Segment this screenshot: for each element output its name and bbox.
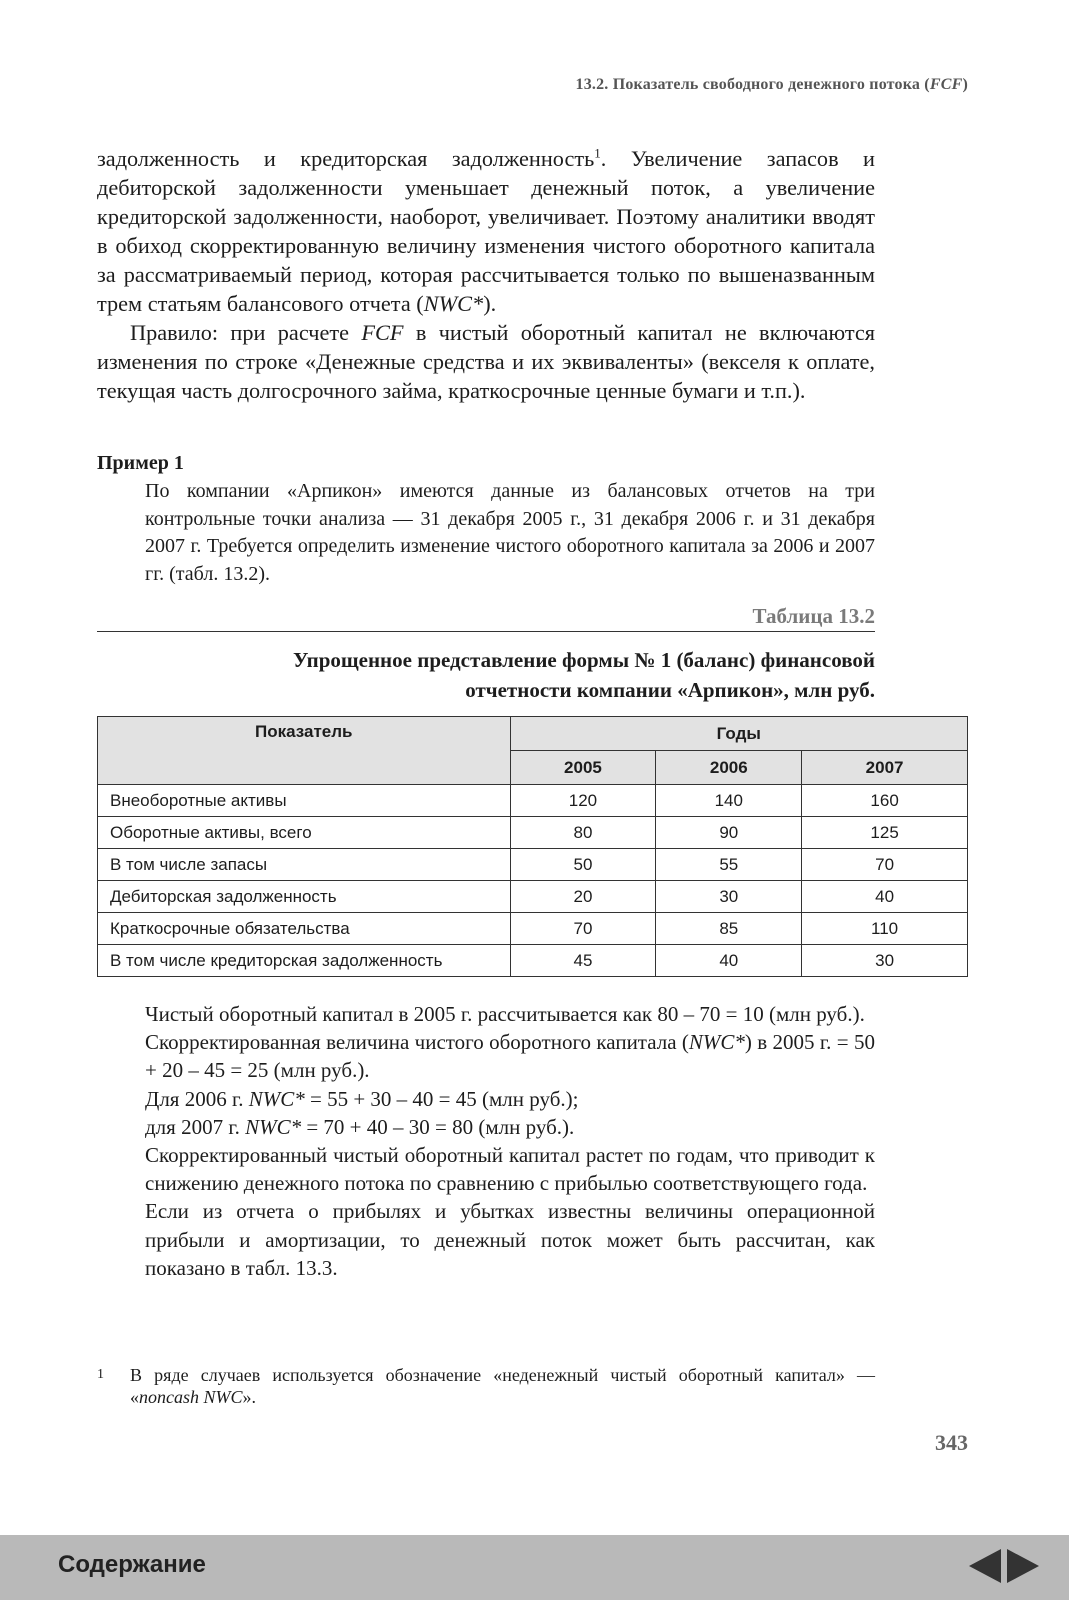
paragraph-1-part-3: ). bbox=[483, 291, 497, 316]
footnote-number: 1 bbox=[97, 1367, 104, 1382]
next-arrow-icon[interactable] bbox=[1007, 1549, 1039, 1583]
table-row bbox=[98, 849, 968, 881]
cell-value: 20 bbox=[510, 881, 656, 913]
calc-line-4-abbr: NWC* bbox=[245, 1114, 302, 1139]
paragraph-1-part-1: задолженность и кредиторская задолженность bbox=[97, 146, 595, 171]
table-header-row bbox=[98, 717, 968, 751]
calc-line-3-b: = 55 + 30 – 40 = 45 (млн руб.); bbox=[304, 1086, 579, 1111]
calc-line-5: Скорректированный чистый оборотный капитал растет по годам, что приводит к снижению денежного потока по сравнению с прибылью соответствующего года. bbox=[145, 1143, 875, 1196]
running-header-end: ) bbox=[962, 76, 968, 93]
paragraph-2-part-1: Правило: при расчете bbox=[130, 320, 362, 345]
cell-value: 160 bbox=[802, 785, 968, 817]
running-header-text: 13.2. Показатель свободного денежного потока ( bbox=[575, 76, 930, 93]
row-label: Дебиторская задолженность bbox=[98, 881, 511, 913]
row-label: В том числе кредиторская задолженность bbox=[98, 945, 511, 977]
calc-line-4-a: для 2007 г. bbox=[145, 1114, 246, 1139]
calc-line-2 bbox=[145, 1028, 875, 1084]
paragraph-1-part-2: . Увеличение запасов и дебиторской задолженности уменьшает денежный поток, а увеличение кредиторской задолженности, наоборот, увеличивает. Поэтому аналитики вводят в обиход скорректированную величину изменения чистого оборотного капитала за рассматриваемый период, которая рассчитывается только по вышеназванным трем статьям балансового отчета ( bbox=[97, 146, 875, 316]
cell-value: 85 bbox=[656, 913, 802, 945]
table-row bbox=[98, 817, 968, 849]
header-years: Годы bbox=[510, 717, 967, 751]
calc-line-3-abbr: NWC* bbox=[248, 1086, 305, 1111]
footnote bbox=[97, 1364, 875, 1408]
table-caption-line-1: Упрощенное представление формы № 1 (баланс) финансовой bbox=[292, 648, 875, 672]
cell-value: 40 bbox=[802, 881, 968, 913]
header-year: 2005 bbox=[510, 751, 656, 785]
header-year: 2007 bbox=[802, 751, 968, 785]
footnote-text-italic: noncash NWC bbox=[139, 1387, 243, 1407]
page-navigation bbox=[969, 1549, 1039, 1583]
cell-value: 70 bbox=[510, 913, 656, 945]
cell-value: 50 bbox=[510, 849, 656, 881]
footnote-text bbox=[130, 1364, 875, 1408]
paragraph-1-abbr: NWC* bbox=[423, 291, 484, 316]
table-row bbox=[98, 913, 968, 945]
footnote-text-b: ». bbox=[242, 1387, 256, 1407]
cell-value: 120 bbox=[510, 785, 656, 817]
table-label: Таблица 13.2 bbox=[752, 604, 875, 628]
footnote-reference[interactable]: 1 bbox=[594, 145, 601, 161]
calc-line-3-a: Для 2006 г. bbox=[145, 1086, 249, 1111]
cell-value: 45 bbox=[510, 945, 656, 977]
table-caption bbox=[97, 645, 875, 705]
contents-link[interactable]: Содержание bbox=[58, 1551, 206, 1578]
page-number: 343 bbox=[935, 1430, 968, 1455]
calc-line-6: Если из отчета о прибылях и убытках известны величины операционной прибыли и амортизации, то денежный поток может быть рассчитан, как показано в табл. 13.3. bbox=[145, 1199, 875, 1280]
cell-value: 70 bbox=[802, 849, 968, 881]
calc-line-2-b: ) в 2005 г. = 50 + 20 – 45 = 25 (млн руб.). bbox=[145, 1030, 875, 1083]
cell-value: 140 bbox=[656, 785, 802, 817]
example-title: Пример 1 bbox=[97, 452, 184, 474]
cell-value: 90 bbox=[656, 817, 802, 849]
header-year: 2006 bbox=[656, 751, 802, 785]
row-label: Внеоборотные активы bbox=[98, 785, 511, 817]
paragraph-2-part-2: в чистый оборотный капитал не включаются изменения по строке «Денежные средства и их эквиваленты» (векселя к оплате, текущая часть долгосрочного займа, краткосрочные ценные бумаги и т.п.). bbox=[97, 320, 875, 403]
table-row bbox=[98, 785, 968, 817]
cell-value: 30 bbox=[656, 881, 802, 913]
table-row bbox=[98, 881, 968, 913]
cell-value: 30 bbox=[802, 945, 968, 977]
table-label-rule bbox=[97, 604, 875, 632]
example-text: По компании «Арпикон» имеются данные из балансовых отчетов на три контрольные точки анализа — 31 декабря 2005 г., 31 декабря 2006 г. и 31 декабря 2007 г. Требуется определить изменение чистого оборотного капитала за 2006 и 2007 гг. (табл. 13.2). bbox=[145, 480, 875, 585]
paragraph-1 bbox=[97, 144, 875, 318]
running-header bbox=[576, 76, 969, 94]
table-row bbox=[98, 945, 968, 977]
calculation-text bbox=[145, 1000, 875, 1282]
prev-arrow-icon[interactable] bbox=[969, 1549, 1001, 1583]
cell-value: 80 bbox=[510, 817, 656, 849]
row-label: Краткосрочные обязательства bbox=[98, 913, 511, 945]
cell-value: 40 bbox=[656, 945, 802, 977]
calc-line-2-a: Скорректированная величина чистого оборотного капитала ( bbox=[145, 1030, 689, 1055]
main-text bbox=[97, 144, 875, 405]
cell-value: 55 bbox=[656, 849, 802, 881]
paragraph-2 bbox=[97, 318, 875, 405]
calc-line-3 bbox=[145, 1085, 875, 1113]
paragraph-2-abbr: FCF bbox=[361, 320, 404, 345]
row-label: Оборотные активы, всего bbox=[98, 817, 511, 849]
cell-value: 125 bbox=[802, 817, 968, 849]
row-label: В том числе запасы bbox=[98, 849, 511, 881]
balance-table bbox=[97, 716, 968, 977]
footnote-text-a: В ряде случаев используется обозначение «неденежный чистый оборотный капитал» — « bbox=[130, 1365, 875, 1407]
calc-line-1: Чистый оборотный капитал в 2005 г. рассчитывается как 80 – 70 = 10 (млн руб.). bbox=[145, 1002, 865, 1026]
header-indicator: Показатель bbox=[98, 717, 511, 785]
calc-line-4-b: = 70 + 40 – 30 = 80 (млн руб.). bbox=[301, 1114, 575, 1139]
calc-line-2-abbr: NWC* bbox=[688, 1030, 745, 1055]
bottom-navigation-bar bbox=[0, 1535, 1069, 1600]
calc-line-4 bbox=[145, 1113, 875, 1141]
running-header-abbr: FCF bbox=[929, 76, 963, 93]
cell-value: 110 bbox=[802, 913, 968, 945]
table-caption-line-2: отчетности компании «Арпикон», млн руб. bbox=[465, 678, 875, 702]
